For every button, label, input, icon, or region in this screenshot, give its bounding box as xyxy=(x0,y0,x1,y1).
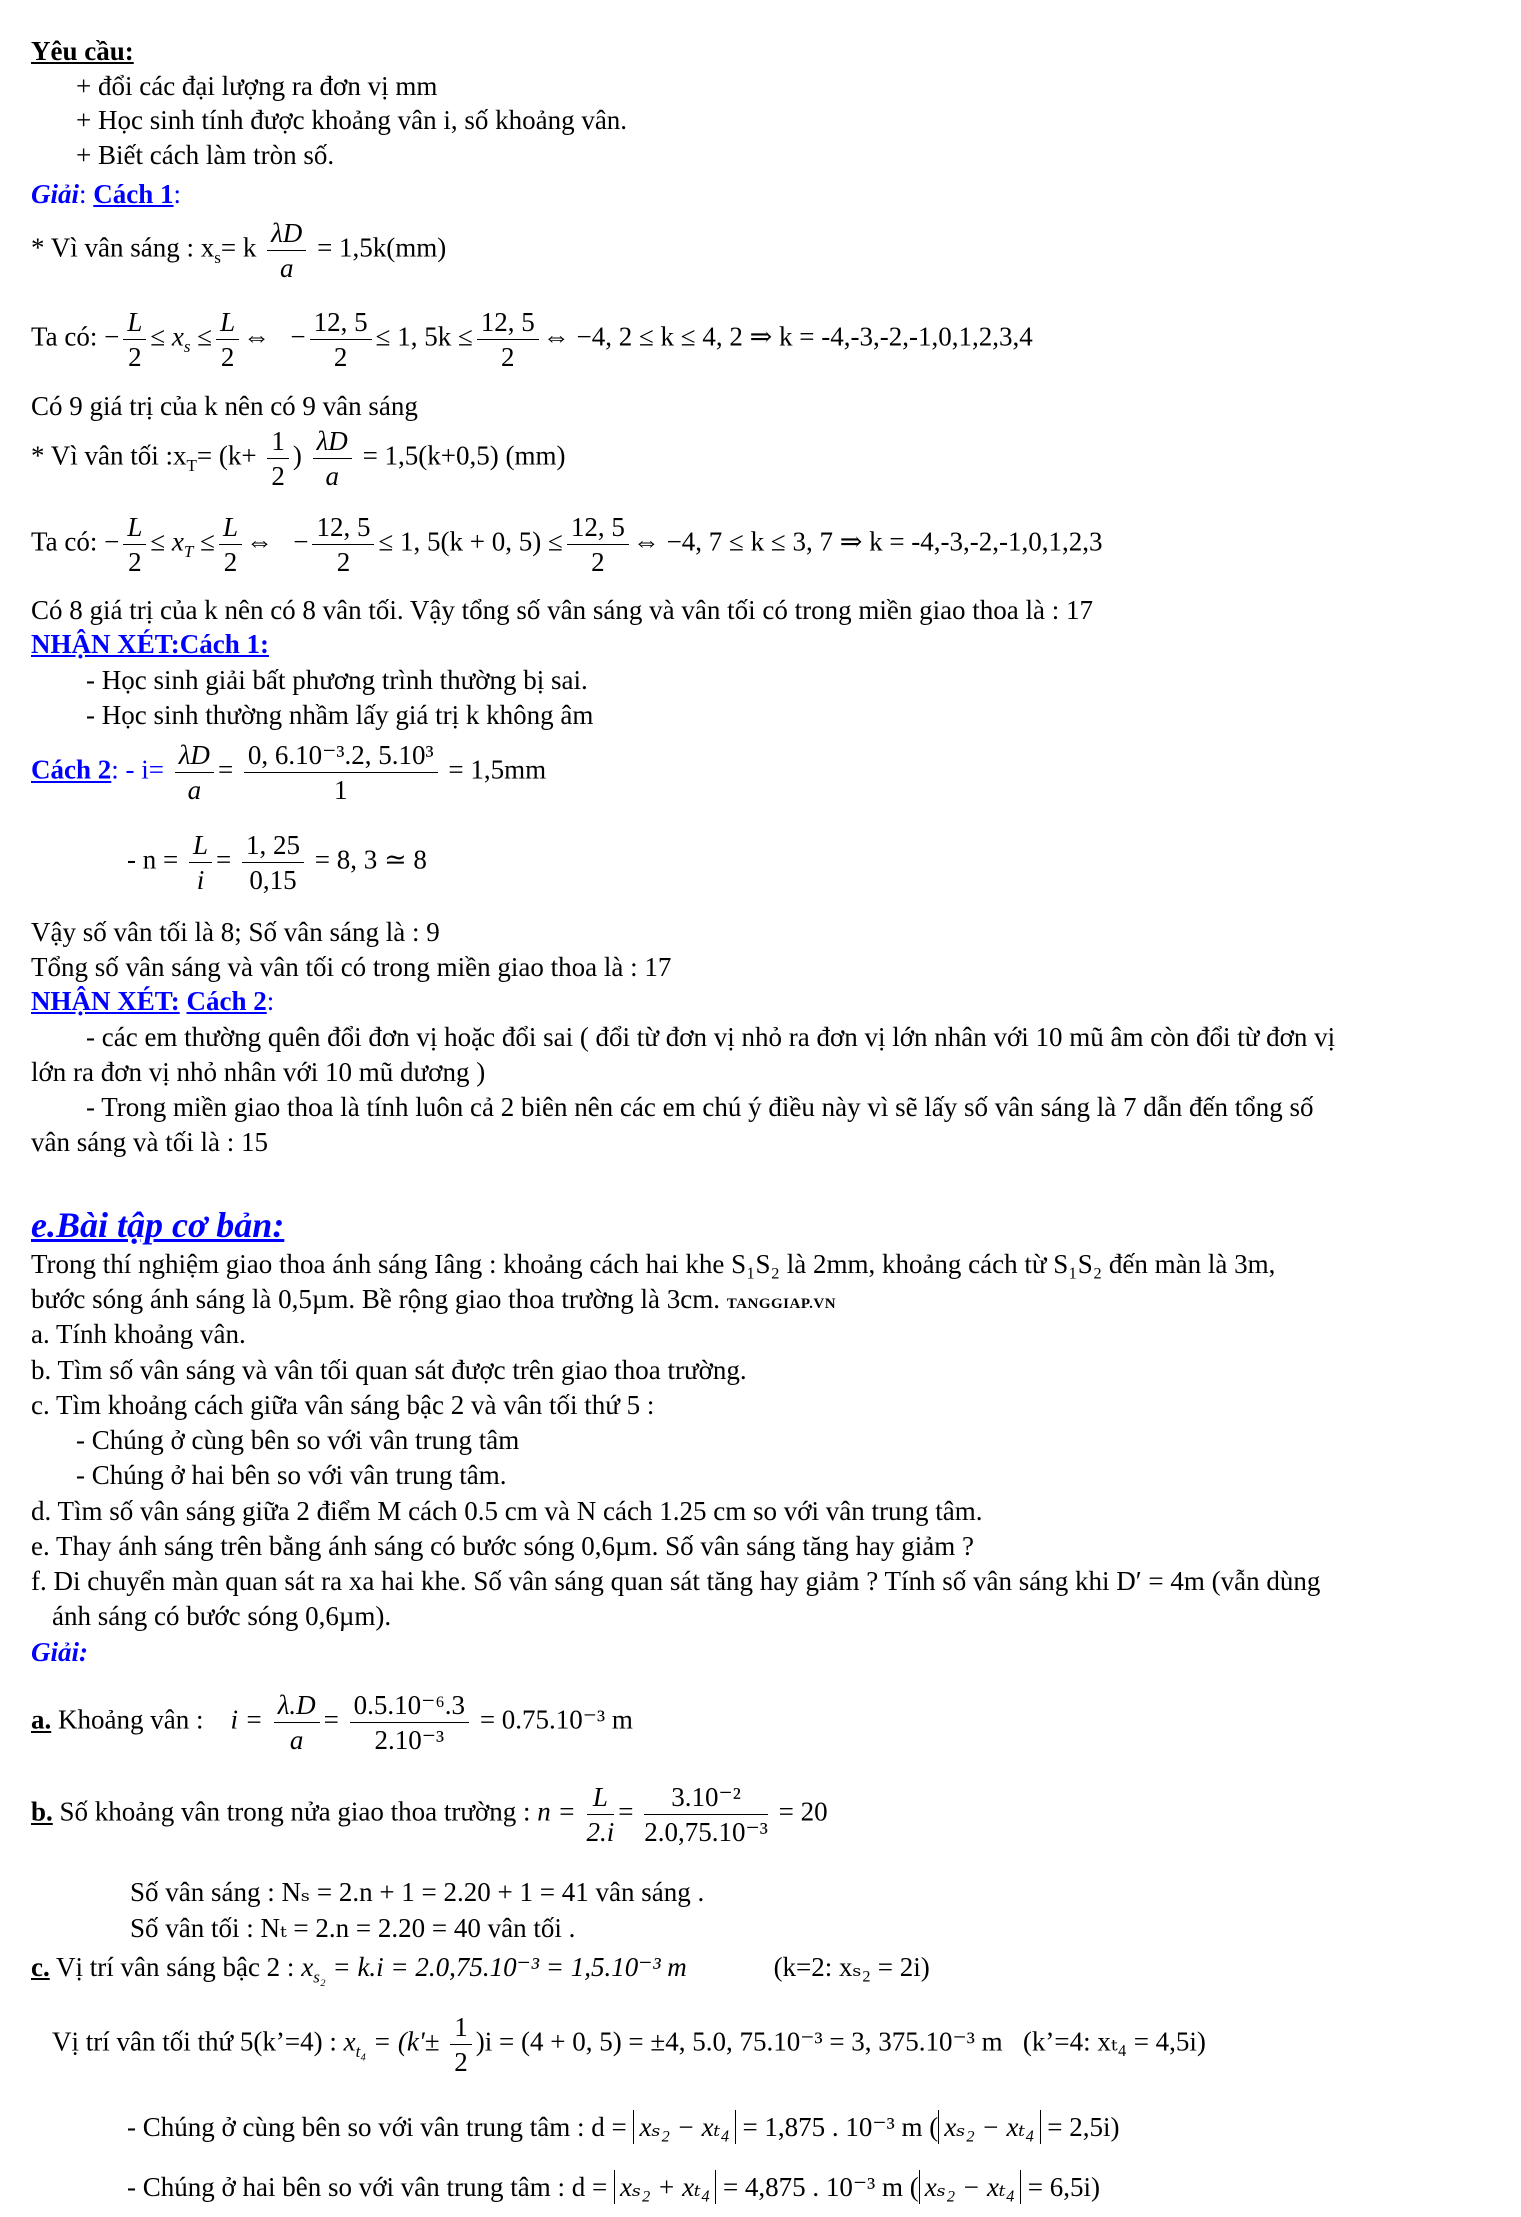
requirement-item: + Học sinh tính được khoảng vân i, số khoảng vân. xyxy=(76,105,628,135)
remark-2-line: - Trong miền giao thoa là tính luôn cả 2 biên nên các em chú ý điều này vì sẽ lấy số vân sáng là 7 dẫn đến tổng số xyxy=(86,1092,1314,1122)
answer-b: b. Số khoảng vân trong nửa giao thoa trường : n = $\frac{L}{2.i}$ = $\frac{\text{3.10⁻²}}{\text{2.0,75.10⁻³}}$ = 20 xyxy=(31,1782,828,1847)
giai-label: Giải xyxy=(31,179,80,209)
exercise-heading: e.Bài tập cơ bản: xyxy=(31,1205,285,1245)
remark-1-item: - Học sinh thường nhầm lấy giá trị k không âm xyxy=(86,700,594,730)
question-c-sub: - Chúng ở hai bên so với vân trung tâm. xyxy=(76,1460,507,1490)
method-2-link: Cách 2 xyxy=(31,754,112,785)
requirement-item: + Biết cách làm tròn số. xyxy=(76,140,335,170)
bright-fringe-formula: * Vì vân sáng : $x_s= k$ $\frac{\lambda D}{a}$ = 1,5k(mm) xyxy=(31,218,447,283)
question-c: c. Tìm khoảng cách giữa vân sáng bậc 2 và vân tối thứ 5 : xyxy=(31,1390,655,1420)
remark-1-title: NHẬN XÉT:Cách 1: xyxy=(31,629,269,659)
dark-count: Số vân tối : Nₜ = 2.n = 2.20 = 40 vân tối . xyxy=(130,1913,576,1943)
question-f: f. Di chuyển màn quan sát ra xa hai khe. Số vân sáng quan sát tăng hay giảm ? Tính số vân sáng khi D′ = 4m (vẫn dùng xyxy=(31,1566,1321,1596)
method-1-link: Cách 1 xyxy=(93,179,174,209)
dark-count-text: Có 8 giá trị của k nên có 8 vân tối. Vậy tổng số vân sáng và vân tối có trong miền giao thoa là : 17 xyxy=(31,595,1094,625)
exercise-text: Trong thí nghiệm giao thoa ánh sáng Iâng : khoảng cách hai khe S₁S₂ là 2mm, khoảng cách từ S₁S₂ đến màn là 3m, xyxy=(31,1249,1276,1279)
requirements-title: Yêu cầu: xyxy=(31,36,134,66)
question-f-cont: ánh sáng có bước sóng 0,6µm). xyxy=(52,1601,392,1631)
question-a: a. Tính khoảng vân. xyxy=(31,1319,246,1349)
remark-2-line: lớn ra đơn vị nhỏ nhân với 10 mũ dương ) xyxy=(31,1057,486,1087)
question-b: b. Tìm số vân sáng và vân tối quan sát được trên giao thoa trường. xyxy=(31,1355,747,1385)
remark-2-title: NHẬN XÉT: Cách 2: xyxy=(31,986,275,1016)
inequality-bright: Ta có: − $\frac{L}{2}$ ≤ $x_s$ ≤ $\frac{L}{2}$ ⇔ − $\frac{12, 5}{2}$ ≤ 1, 5k ≤ $\frac{12, 5}{2}$ ⇔ −4, 2 ≤ k ≤ 4, 2 ⇒ k = -4,-3,-2,-1,0,1,2,3,4 xyxy=(31,307,1033,372)
bright-count: Số vân sáng : Nₛ = 2.n + 1 = 2.20 + 1 = 41 vân sáng . xyxy=(130,1877,705,1907)
answer-c-dark: Vị trí vân tối thứ 5(k’=4) : $x_{t_4} = (k'\pm$ $\frac{1}{2}$ )i = (4 + 0, 5) = ±4, 5.0, 75.10⁻³ = 3, 375.10⁻³ m (k’=4: xₜ₄ = 4,5i) xyxy=(52,2012,1206,2077)
method-2-result-b: Tổng số vân sáng và vân tối có trong miền giao thoa là : 17 xyxy=(31,952,672,982)
method-2-n-formula: - n = $\frac{L}{i}$ = $\frac{1, 25}{0,15}$ = 8, 3 ≃ 8 xyxy=(127,830,427,895)
answer-c-bright: c. Vị trí vân sáng bậc 2 : $x_{s_2} = k.i = 2.0,75.10^{-3} = 1,5.10^{-3}$ m (k=2: xₛ₂ = 2i) xyxy=(31,1952,930,1987)
question-c-sub: - Chúng ở cùng bên so với vân trung tâm xyxy=(76,1425,520,1455)
question-d: d. Tìm số vân sáng giữa 2 điểm M cách 0.5 cm và N cách 1.25 cm so với vân trung tâm. xyxy=(31,1496,983,1526)
answer-a: a. Khoảng vân : i = $\frac{\lambda.D}{a}$ = $\frac{\text{0.5.10⁻⁶.3}}{\text{2.10⁻³}}$ = 0.75.10⁻³ m xyxy=(31,1690,633,1755)
distance-opposite-side: - Chúng ở hai bên so với vân trung tâm : d = xₛ₂ + xₜ₄ = 4,875 . 10⁻³ m ( xₛ₂ − xₜ₄ = 6,5i) xyxy=(127,2172,1100,2202)
bright-count-text: Có 9 giá trị của k nên có 9 vân sáng xyxy=(31,391,418,421)
watermark: TANGGIAP.VN xyxy=(726,1296,837,1312)
remark-1-item: - Học sinh giải bất phương trình thường bị sai. xyxy=(86,665,588,695)
question-e: e. Thay ánh sáng trên bằng ánh sáng có bước sóng 0,6µm. Số vân sáng tăng hay giảm ? xyxy=(31,1531,975,1561)
requirement-item: + đổi các đại lượng ra đơn vị mm xyxy=(76,71,438,101)
remark-2-line: - các em thường quên đổi đơn vị hoặc đổi sai ( đổi từ đơn vị nhỏ ra đơn vị lớn nhân với 10 mũ âm còn đổi từ đơn vị xyxy=(86,1022,1336,1052)
dark-fringe-formula: * Vì vân tối $:x_T= (k+$ $\frac{1}{2}$ ) $\frac{\lambda D}{a}$ = 1,5(k+0,5) (mm) xyxy=(31,426,566,491)
method-2-result-a: Vậy số vân tối là 8; Số vân sáng là : 9 xyxy=(31,917,440,947)
distance-same-side: - Chúng ở cùng bên so với vân trung tâm : d = xₛ₂ − xₜ₄ = 1,875 . 10⁻³ m ( xₛ₂ − xₜ₄ = 2,5i) xyxy=(127,2112,1120,2142)
inequality-dark: Ta có: − $\frac{L}{2}$ ≤ $x_T$ ≤ $\frac{L}{2}$ ⇔ − $\frac{12, 5}{2}$ ≤ 1, 5(k + 0, 5) ≤ $\frac{12, 5}{2}$ ⇔ −4, 7 ≤ k ≤ 3, 7 ⇒ k = -4,-3,-2,-1,0,1,2,3 xyxy=(31,512,1103,577)
method-2-i-formula: Cách 2: - i= $\frac{\lambda D}{a}$ = $\frac{\text{0, 6.10⁻³.2, 5.10³}}{1}$ = 1,5mm xyxy=(31,740,547,805)
solution-label: Giải: Cách 1: xyxy=(31,179,182,209)
remark-2-line: vân sáng và tối là : 15 xyxy=(31,1127,268,1157)
answer-label: Giải: xyxy=(31,1637,89,1667)
exercise-text: bước sóng ánh sáng là 0,5µm. Bề rộng giao thoa trường là 3cm. TANGGIAP.VN xyxy=(31,1284,837,1314)
